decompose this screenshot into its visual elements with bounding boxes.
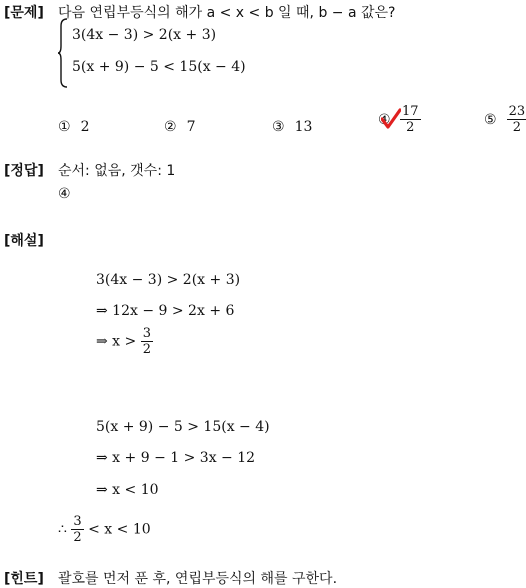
choice-4-mark: ④: [378, 111, 391, 128]
system-brace: [58, 18, 68, 88]
solution-tag: [해설]: [4, 233, 44, 249]
solution-step-3: ⇒ x > $\frac{3}{2}$: [96, 326, 151, 357]
question-text: 다음 연립부등식의 해가 a < x < b 일 때, b − a 값은?: [58, 5, 396, 21]
choice-2[interactable]: [164, 116, 195, 135]
hint-tag: [힌트]: [4, 571, 44, 587]
system-inequality-2: 5(x + 9) − 5 < 15(x − 4): [72, 59, 246, 75]
choice-5-mark: ⑤: [484, 111, 497, 128]
choice-3-mark: ③: [272, 119, 285, 135]
choice-2-value: 7: [186, 119, 196, 135]
solution-conclusion-fraction: $\frac{3}{2}$: [73, 514, 82, 545]
answer-info: 순서: 없음, 갯수: 1: [58, 163, 176, 179]
problem-tag: [문제]: [4, 5, 44, 21]
solution-step-5: ⇒ x + 9 − 1 > 3x − 12: [96, 450, 256, 466]
choice-4-fraction: $\frac{17}{2}$: [402, 104, 419, 135]
hint-text: 괄호를 먼저 푼 후, 연립부등식의 해를 구한다.: [58, 571, 338, 587]
choice-2-mark: ②: [164, 119, 177, 135]
solution-step-4: 5(x + 9) − 5 > 15(x − 4): [96, 419, 270, 435]
choice-5-fraction: $\frac{23}{2}$: [508, 104, 526, 135]
choice-5[interactable]: [484, 104, 526, 135]
answer-mark: ④: [58, 186, 71, 202]
solution-step-1: 3(4x − 3) > 2(x + 3): [96, 272, 241, 288]
choice-4[interactable]: [378, 104, 421, 135]
solution-step-3-fraction: $\frac{3}{2}$: [142, 326, 151, 357]
choice-3[interactable]: [272, 116, 312, 135]
solution-step-2: ⇒ 12x − 9 > 2x + 6: [96, 303, 235, 319]
solution-conclusion: ∴ $\frac{3}{2}$ < x < 10: [58, 514, 151, 545]
choice-1-mark: ①: [58, 119, 71, 135]
choice-1[interactable]: [58, 116, 89, 135]
choice-1-value: 2: [80, 119, 90, 135]
system-inequality-1: 3(4x − 3) > 2(x + 3): [72, 27, 217, 43]
answer-tag: [정답]: [4, 163, 44, 179]
choice-3-value: 13: [294, 119, 313, 135]
solution-step-6: ⇒ x < 10: [96, 482, 159, 498]
check-icon: [381, 108, 401, 130]
